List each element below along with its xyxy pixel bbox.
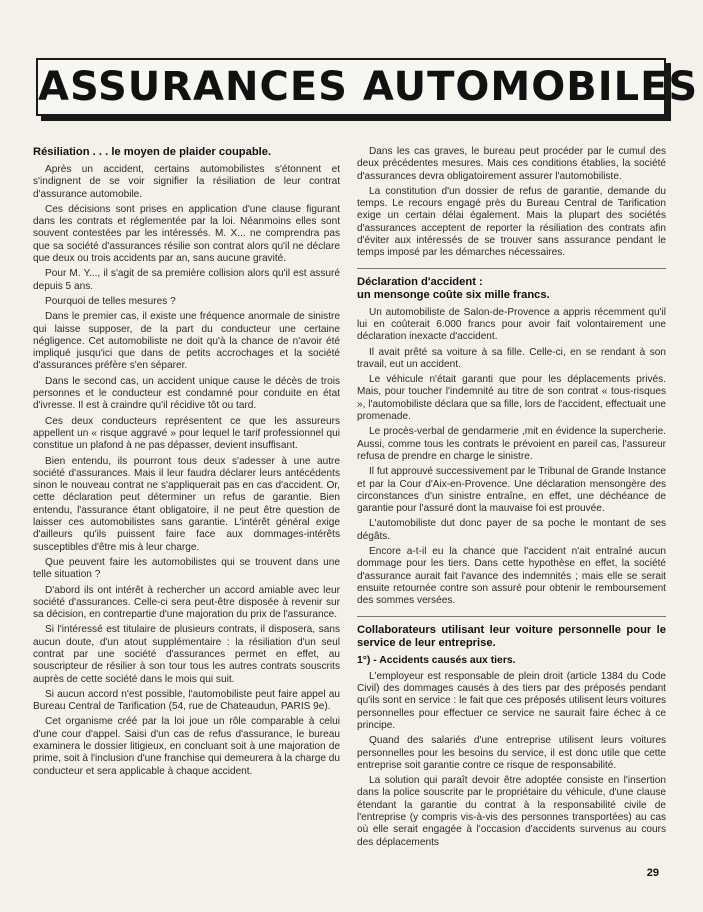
paragraph: Le procès-verbal de gendarmerie ,mit en évidence la supercherie. Aussi, comme tous les contrats le prévoient en pareil cas, l'assureur refusa de prendre en charge le sinistre. [357,426,666,462]
paragraph: D'abord ils ont intérêt à rechercher un accord amiable avec leur société d'assurances. Celle-ci sera peut-être disposée à revenir sur sa décision, en contrepartie d'une majoration du prix de l'assurance. [33,584,340,621]
paragraph: Si aucun accord n'est possible, l'automobiliste peut faire appel au Bureau Central de Tarification (54, rue de Chateaudun, PARIS 9e). [33,688,340,713]
paragraph: Dans les cas graves, le bureau peut procéder par le cumul des deux précédentes mesures. Mais ces conditions établies, la société d'assurances devra obligatoirement assurer l'automobiliste. [357,146,666,182]
section-heading-collaborateurs: Collaborateurs utilisant leur voiture personnelle pour le service de leur entreprise. [357,623,666,649]
section-divider [357,616,666,617]
paragraph: Quand des salariés d'une entreprise utilisent leurs voitures personnelles pour les besoins du service, il est donc utile que cette entreprise soit garantie contre ce risque de responsabilité. [357,735,666,771]
paragraph: Bien entendu, ils pourront tous deux s'adesser à une autre société d'assurances. Mais il leur faudra déclarer leurs antécédents sinon le nouveau contrat ne s'appliquerait pas en cas d'accident. Or, cette déclaration peut déterminer un refus de garantie. Bien entendu, l'assurance étant obligatoire, il ne peut être question de laisser ces automobilistes sans garantie. L'intérêt général exige d'ailleurs qu'ils puissent faire face aux dommages-intérêts susceptibles d'être mis à leur charge. [33,455,340,553]
paragraph: Après un accident, certains automobilistes s'étonnent et s'indignent de se voir signifier la résiliation de leur contrat d'assurance automobile. [33,164,340,200]
paragraph: Si l'intéressé est titulaire de plusieurs contrats, il disposera, sans aucun doute, d'un atout supplémentaire : la résiliation d'un seul contrat par une société d'assurances permet en effet, au souscripteur de résilier à son tour tous les autres contrats souscrits auprès de cette société dans le mois qui suit. [33,624,340,685]
paragraph: La constitution d'un dossier de refus de garantie, demande du temps. Le recours engagé près du Bureau Central de Tarification exige un certain délai également. Mais la plupart des sociétés d'assurances acceptent de reporter la résiliation des contrats afin d'éviter aux intéressés de se trouver sans assurance pendant le temps imposé par les démarches nécessaires. [357,185,666,259]
paragraph: Ces décisions sont prises en application d'une clause figurant dans les contrats et réglementée par la loi. Néanmoins elles sont souvent contestées par les intéressés. M. X... ne comprendra pas que sa société d'assurances résilie son contrat alors qu'il ne déclare que deux ou trois accidents par an, sans aucune gravité. [33,203,340,265]
paragraph: Que peuvent faire les automobilistes qui se trouvent dans une telle situation ? [33,556,340,581]
paragraph: Dans le premier cas, il existe une fréquence anormale de sinistre qui laisse supposer, de la part du conducteur une certaine négligence. Cet automobiliste ne doit qu'à la chance de n'avoir été impliqué jusqu'ici que dans de petits accrochages et la société d'assurances préfère s'en séparer. [33,311,340,372]
paragraph: Il avait prêté sa voiture à sa fille. Celle-ci, en se rendant à son travail, eut un accident. [357,346,666,370]
subheading-accidents-tiers: 1°) - Accidents causés aux tiers. [357,654,516,666]
page-title: ASSURANCES AUTOMOBILES [38,64,699,110]
section-declaration [357,268,666,608]
section-heading-resiliation: Résiliation . . . le moyen de plaider coupable. [33,146,272,158]
paragraph: Il fut approuvé successivement par le Tribunal de Grande Instance et par la Cour d'Aix-en-Provence. Une déclaration mensongère des circonstances d'un sinistre entraîne, en effet, une déchéance de garantie pour l'assuré dont la mauvaise foi est prouvée. [357,466,666,515]
paragraph: Encore a-t-il eu la chance que l'accident n'ait entraîné aucun dommage pour les tiers. Dans cette hypothèse en effet, la société d'assurance aurait fait l'avance des indemnités ; mais elle se serait ensuite retournée contre son assuré pour obtenir le remboursement des sommes versées. [357,546,666,607]
paragraph: Le véhicule n'était garanti que pour les déplacements privés. Mais, pour toucher l'indemnité au titre de son contrat « tous-risques », l'automobiliste déclara que sa fille, lors de l'accident, effectuait une promenade. [357,374,666,423]
paragraph: Un automobiliste de Salon-de-Provence a appris récemment qu'il lui en coûterait 6.000 francs pour avoir fait volontairement une déclaration inexacte d'accident. [357,306,666,343]
page-number: 29 [646,867,659,879]
paragraph: Cet organisme créé par la loi joue un rôle comparable à celui d'une cour d'appel. Saisi d'un cas de refus d'assurance, le bureau examinera le dossier litigieux, en concluant soit à une majoration de prime, soit à l'inclusion d'une franchise qui demeurera à la charge du conducteur et sera applicable à chaque accident. [33,716,340,777]
paragraph: L'automobiliste dut donc payer de sa poche le montant de ses dégâts. [357,518,666,542]
paragraph: L'employeur est responsable de plein droit (article 1384 du Code Civil) des dommages causés à des tiers par des préposés pendant qu'ils sont en service : le fait que ces préposés utilisent leurs voitures personnelles pour effectuer ce service ne saurait faire échec à ce principe. [357,670,666,731]
paragraph: Pourquoi de telles mesures ? [45,295,176,307]
right-column [357,146,666,852]
title-box [36,58,699,116]
paragraph: Ces deux conducteurs représentent ce que les assureurs appellent un « risque aggravé » pour lequel le tarif professionnel qui constitue un plafond à ne pas dépasser, devient insuffisant. [33,415,340,452]
section-heading-declaration [357,276,666,302]
heading-line-2: un mensonge coûte six mille francs. [357,288,550,301]
section-collaborateurs [357,616,666,849]
heading-line-1: Déclaration d'accident : [357,275,483,288]
paragraph: Dans le second cas, un accident unique cause le décès de trois personnes et le conducteur est condamné pour conduite en état d'ivresse. Il est à craindre qu'il récidive tôt ou tard. [33,375,340,412]
section-divider [357,268,666,269]
paragraph: Pour M. Y..., il s'agit de sa première collision alors qu'il est assuré depuis 5 ans. [33,268,340,292]
paragraph: La solution qui paraît devoir être adoptée consiste en l'insertion dans la police souscrite par le propriétaire du véhicule, d'une clause étendant la garantie du contrat à la responsabilité civile de l'entreprise (y compris vis-à-vis des personnes transportées) au cas où elle serait engagée à l'occasion d'accidents survenus au cours des déplacements [357,775,666,848]
left-column [33,146,340,781]
